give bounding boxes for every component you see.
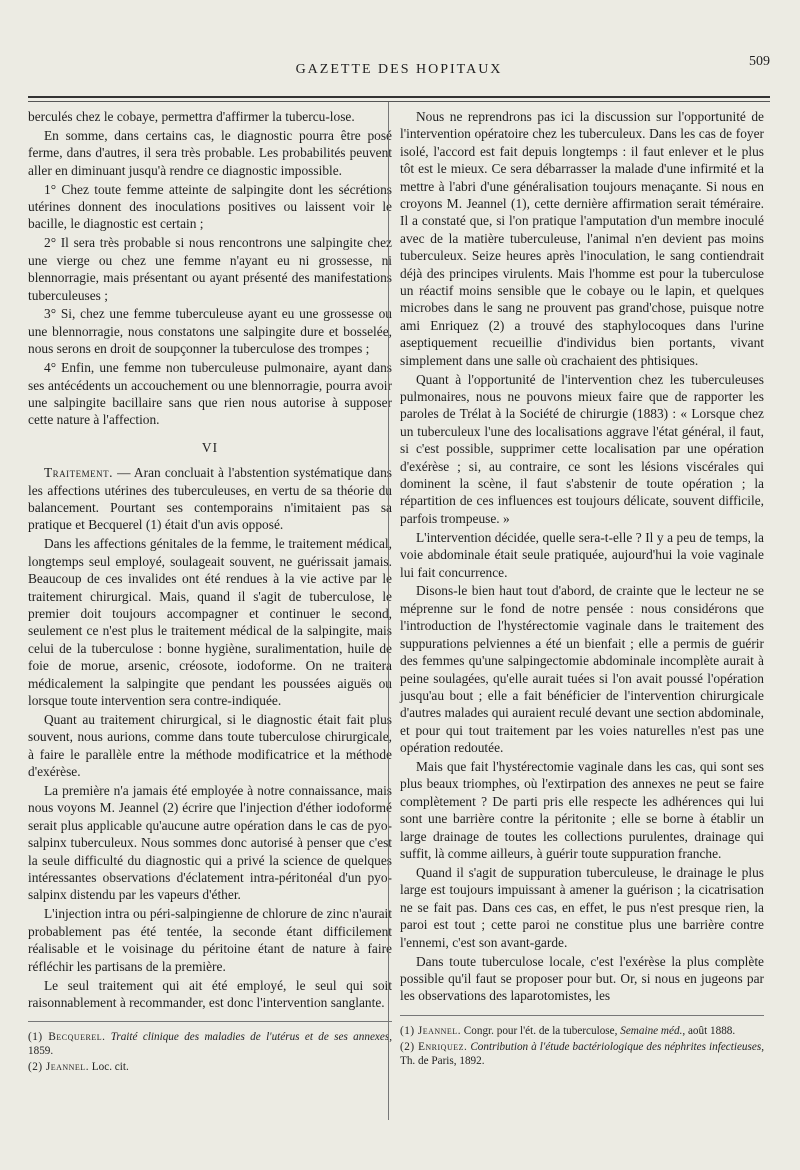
paragraph: 1° Chez toute femme atteinte de salpingite dont les sécrétions utérines donnent des inoculations positives ou laissent voir le bacille, le diagnostic est certain ;: [28, 181, 392, 232]
footnote-text: 1859.: [28, 1045, 54, 1058]
footnote-journal: Semaine méd.,: [617, 1024, 686, 1037]
left-column: [28, 108, 392, 1076]
footnote-title: Contribution à l'étude bactériologique des néphrites infectieuses,: [467, 1040, 764, 1053]
paragraph: Nous ne reprendrons pas ici la discussion sur l'opportunité de l'intervention opératoire chez les tuberculeux. Dans les cas de foyer isolé, l'accord est fait depuis longtemps : il faut enlever et le plus tôt est le mieux. Ce sera débarrasser la malade d'une infirmité et la mettre à l'abri d'une généralisation toujours menaçante. Si nous en croyons M. Jeannel (1), cette dernière affirmation serait téméraire. Il a constaté que, si l'on pratique l'amputation d'un membre inoculé avec de la matière tuberculeuse, l'animal n'en devient pas moins tuberculeux. Seize heures après l'inoculation, le sang contiendrait déjà des principes virulents. Mais l'homme est pour la tuberculose un réactif moins sensible que le cobaye ou le lapin, et quelques microbes dans le sang ne prouvent pas grand'chose, puisque notre ami Enriquez (2) a trouvé des staphylocoques dans l'urine aseptiquement recueillie d'individus bien portants, vivant simplement dans une salle où crachaient des phtisiques.: [400, 109, 764, 368]
paragraph: Quant à l'opportunité de l'intervention chez les tuberculeuses pulmonaires, nous ne pouvons mieux faire que de rapporter les paroles de Trélat à la Société de chirurgie (1883) : « Lorsque chez un tuberculeux l'une des localisations aggrave l'état général, il faut, si c'est possible, supprimer cette localisation par une opération d'exérèse ; si, au contraire, ce sont les lésions viscérales qui dominent la scène, il faut s'abstenir de toute opération ; la répartition de ces influences est toujours délicate, souvent difficile, parfois trompeuse. »: [400, 371, 764, 526]
footnote-title: Traité clinique des maladies de l'utérus et de ses annexes,: [105, 1031, 393, 1044]
paragraph: Le seul traitement qui ait été employé, le seul qui soit raisonnablement à recommander, est donc l'intervention sanglante.: [28, 977, 392, 1010]
paragraph: Dans toute tuberculose locale, c'est l'exérèse la plus complète possible qu'il faut se proposer pour but. Or, si nous en jugeons par les observations des laparotomistes, les: [400, 953, 764, 1004]
footnote-text: Th. de Paris, 1892.: [400, 1054, 485, 1067]
paragraph: L'intervention décidée, quelle sera-t-elle ? Il y a peu de temps, la voie abdominale était seule pratiquée, aujourd'hui la voie vaginale lui fait concurrence.: [400, 529, 764, 580]
column-divider: [388, 102, 389, 1120]
paragraph: Mais que fait l'hystérectomie vaginale dans les cas, qui sont ses plus beaux triomphes, où l'extirpation des annexes ne peut se faire complètement ? De parti pris elle respecte les adhérences qui lui sont une barrière contre la péritonite ; elle se borne à établir un large drainage de toutes les collections purulentes, drainage qui suffit, là comme ailleurs, à guérir toute suppuration franche.: [400, 759, 764, 862]
paragraph: Disons-le bien haut tout d'abord, de crainte que le lecteur ne se méprenne sur le fond de notre pensée : nous considérons que l'introduction de l'hystérectomie vaginale dans le traitement des suppurations pelviennes a été un bienfait ; elle a permis de guérir des femmes qu'une salpingectomie abdominale incomplète aurait à peine soulagées, qu'elle aurait tuées si l'on avait poussé l'opération jusqu'au bout ; elle a fait bénéficier de l'intervention chirurgicale d'autres malades qui auraient reculé devant une section abdominale, et pour qui tout traitement par les voies naturelles n'est pas une opération redoutée.: [400, 583, 764, 756]
paragraph-text: — Aran concluait à l'abstention systématique dans les affections utérines des tuberculeuses, en vertu de sa théorie du balancement. Pourtant ses contemporains n'imitaient pas sa pratique et Becquerel (1) était d'un avis opposé.: [28, 465, 392, 533]
footnote: [400, 1040, 764, 1068]
footnote-author: (2) Enriquez.: [400, 1040, 468, 1053]
footnote-author: (1) Jeannel.: [400, 1024, 461, 1037]
page-header: [28, 50, 770, 84]
footnote-author: (2) Jeannel.: [28, 1061, 89, 1074]
paragraph: 2° Il sera très probable si nous rencontrons une salpingite chez une vierge ou chez une femme n'ayant eu ni grossesse, ni blennorragie, mais présentant ou ayant présenté des manifestations tuberculeuses ;: [28, 235, 392, 303]
paragraph: 3° Si, chez une femme tuberculeuse ayant eu une grossesse ou une blennorragie, nous constatons une salpingite dure et bosselée, nous serons en droit de soupçonner la tuberculose des trompes ;: [28, 306, 392, 357]
paragraph: 4° Enfin, une femme non tuberculeuse pulmonaire, ayant dans ses antécédents un accouchement ou une blennorragie, pourra avoir une salpingite bacillaire sans que rien nous autorise à supposer cette nature à l'affection.: [28, 360, 392, 428]
section-heading: VI: [201, 439, 219, 455]
footnote: [400, 1024, 764, 1038]
right-column: [400, 108, 764, 1070]
footnotes: [400, 1015, 764, 1068]
running-title: GAZETTE DES HOPITAUX: [295, 62, 503, 77]
paragraph: [28, 464, 392, 534]
paragraph: Dans les affections génitales de la femme, le traitement médical, longtemps seul employé, soulageait souvent, ne guérissait jamais. Beaucoup de ces invalides ont été rendues à la vie active par le traitement chirurgical. Mais, quand il s'agit de tuberculose, le premier doit toujours accompagner et continuer le second, seulement ce n'est plus le traitement médical de la salpingite, mais celui de la tuberculose : bonne hygiène, suralimentation, huile de foie de morue, arsenic, créosote, iodoforme. On ne traitera médicalement la salpingite que pendant les poussées aiguës ou lorsque toute intervention sera contre-indiquée.: [28, 536, 392, 708]
footnote-text: Congr. pour l'ét. de la tuberculose,: [461, 1024, 618, 1037]
paragraph: Quant au traitement chirurgical, si le diagnostic était fait plus souvent, nous aurions, comme dans toute tuberculose chirurgicale, à faire le parallèle entre la méthode modificatrice et la méthode d'exérèse.: [28, 711, 392, 780]
paragraph: L'injection intra ou péri-salpingienne de chlorure de zinc n'aurait probablement pas été tentée, la seconde étant difficilement réalisable et le voisinage du péritoine étant de nature à faire réfléchir les partisans de la première.: [28, 906, 392, 974]
footnote-text: août 1888.: [685, 1024, 736, 1037]
footnote-author: (1) Becquerel.: [28, 1031, 106, 1044]
footnote-text: Loc. cit.: [89, 1061, 129, 1074]
page-number: 509: [749, 54, 770, 69]
section-label: Traitement.: [44, 465, 114, 481]
paragraph: En somme, dans certains cas, le diagnostic pourra être posé ferme, dans d'autres, il sera très probable. Les probabilités peuvent aller en diminuant jusqu'à rendre ce diagnostic impossible.: [28, 127, 392, 178]
footnotes: [28, 1021, 392, 1074]
footnote: [28, 1030, 392, 1058]
header-rule-thin: [28, 101, 770, 102]
paragraph: berculés chez le cobaye, permettra d'affirmer la tubercu-lose.: [28, 109, 355, 124]
header-rule: [28, 96, 770, 98]
paragraph: Quand il s'agit de suppuration tuberculeuse, le drainage le plus large est toujours impuissant à amener la guérison ; la cicatrisation ne se fait pas. Dans ces cas, en effet, le pus n'est presque rien, la paroi est tout ; cette paroi ne constitue plus une barrière contre l'ennemi, c'est son avant-garde.: [400, 864, 764, 950]
paragraph: La première n'a jamais été employée à notre connaissance, mais nous voyons M. Jeannel (2) écrire que l'injection d'éther iodoformé serait plus applicable qu'aucune autre opération dans le cas de pyo-salpinx tuberculeux. Nous sommes donc autorisé à penser que c'est la seule difficulté du diagnostic qui a privé la science de quelques intéressantes observations d'éclatement intra-péritonéal d'un pyo-salpinx distendu par les vapeurs d'éther.: [28, 783, 392, 903]
footnote: [28, 1060, 392, 1074]
